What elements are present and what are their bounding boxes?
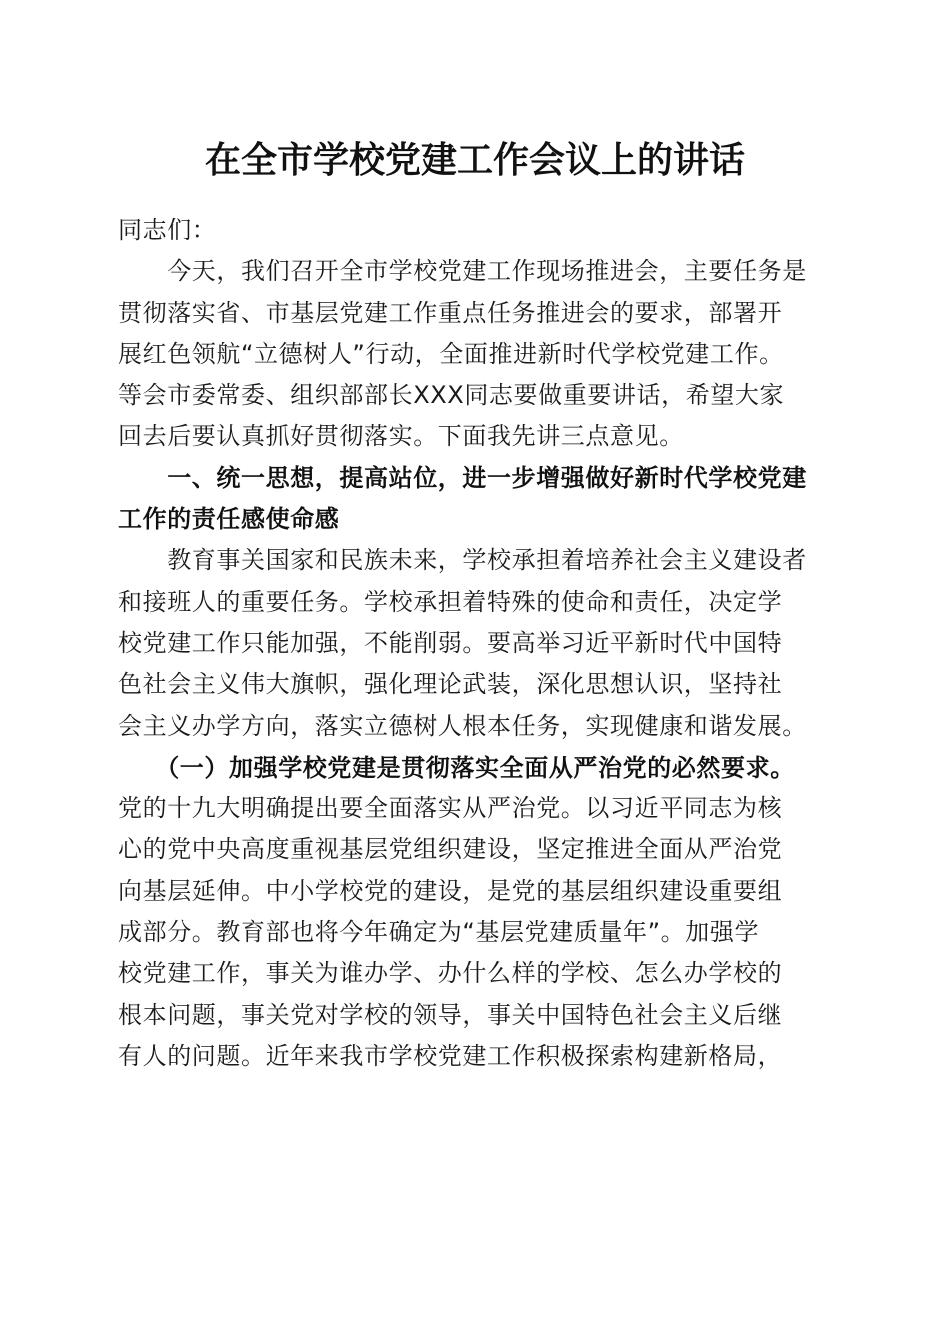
heading-line: 一、统一思想，提高站位，进一步增强做好新时代学校党建: [118, 463, 807, 492]
text-line: 色社会主义伟大旗帜，强化理论武装，深化思想认识，坚持社: [118, 670, 783, 699]
heading-line: 工作的责任感使命感: [118, 505, 340, 534]
subsection-heading-1: （一）加强学校党建是贯彻落实全面从严治党的必然要求。: [118, 752, 795, 782]
section-1-paragraph: [118, 540, 836, 746]
text-line: 会主义办学方向，落实立德树人根本任务，实现健康和谐发展。: [118, 711, 807, 740]
text-line: 成部分。教育部也将今年确定为“基层党建质量年”。加强学: [118, 918, 760, 947]
text-line: 今天，我们召开全市学校党建工作现场推进会，主要任务是: [118, 257, 807, 286]
document-title: 在全市学校党建工作会议上的讲话: [204, 139, 745, 181]
text-line: 有人的问题。近年来我市学校党建工作积极探索构建新格局，: [118, 1041, 783, 1070]
text-line: 和接班人的重要任务。学校承担着特殊的使命和责任，决定学: [118, 587, 783, 616]
text-line: 党的十九大明确提出要全面落实从严治党。以习近平同志为核: [118, 794, 783, 823]
document-body: [118, 210, 836, 1077]
text-line: 等会市委常委、组织部部长XXX同志要做重要讲话，希望大家: [118, 381, 785, 410]
section-heading-1: [118, 458, 836, 541]
salutation: 同志们：: [118, 216, 217, 244]
text-line: 贯彻落实省、市基层党建工作重点任务推进会的要求，部署开: [118, 298, 783, 327]
text-line: 回去后要认真抓好贯彻落实。下面我先讲三点意见。: [118, 422, 684, 451]
text-line: 根本问题，事关党对学校的领导，事关中国特色社会主义后继: [118, 1000, 783, 1029]
subsection-1-paragraph: [118, 788, 836, 1077]
text-line: 教育事关国家和民族未来，学校承担着培养社会主义建设者: [118, 546, 807, 575]
text-line: 展红色领航“立德树人”行动，全面推进新时代学校党建工作。: [118, 339, 784, 368]
intro-paragraph: [118, 251, 836, 457]
text-line: 向基层延伸。中小学校党的建设，是党的基层组织建设重要组: [118, 876, 783, 905]
text-line: 校党建工作，事关为谁办学、办什么样的学校、怎么办学校的: [118, 959, 783, 988]
text-line: 校党建工作只能加强，不能削弱。要高举习近平新时代中国特: [118, 628, 783, 657]
text-line: 心的党中央高度重视基层党组织建设，坚定推进全面从严治党: [118, 835, 783, 864]
